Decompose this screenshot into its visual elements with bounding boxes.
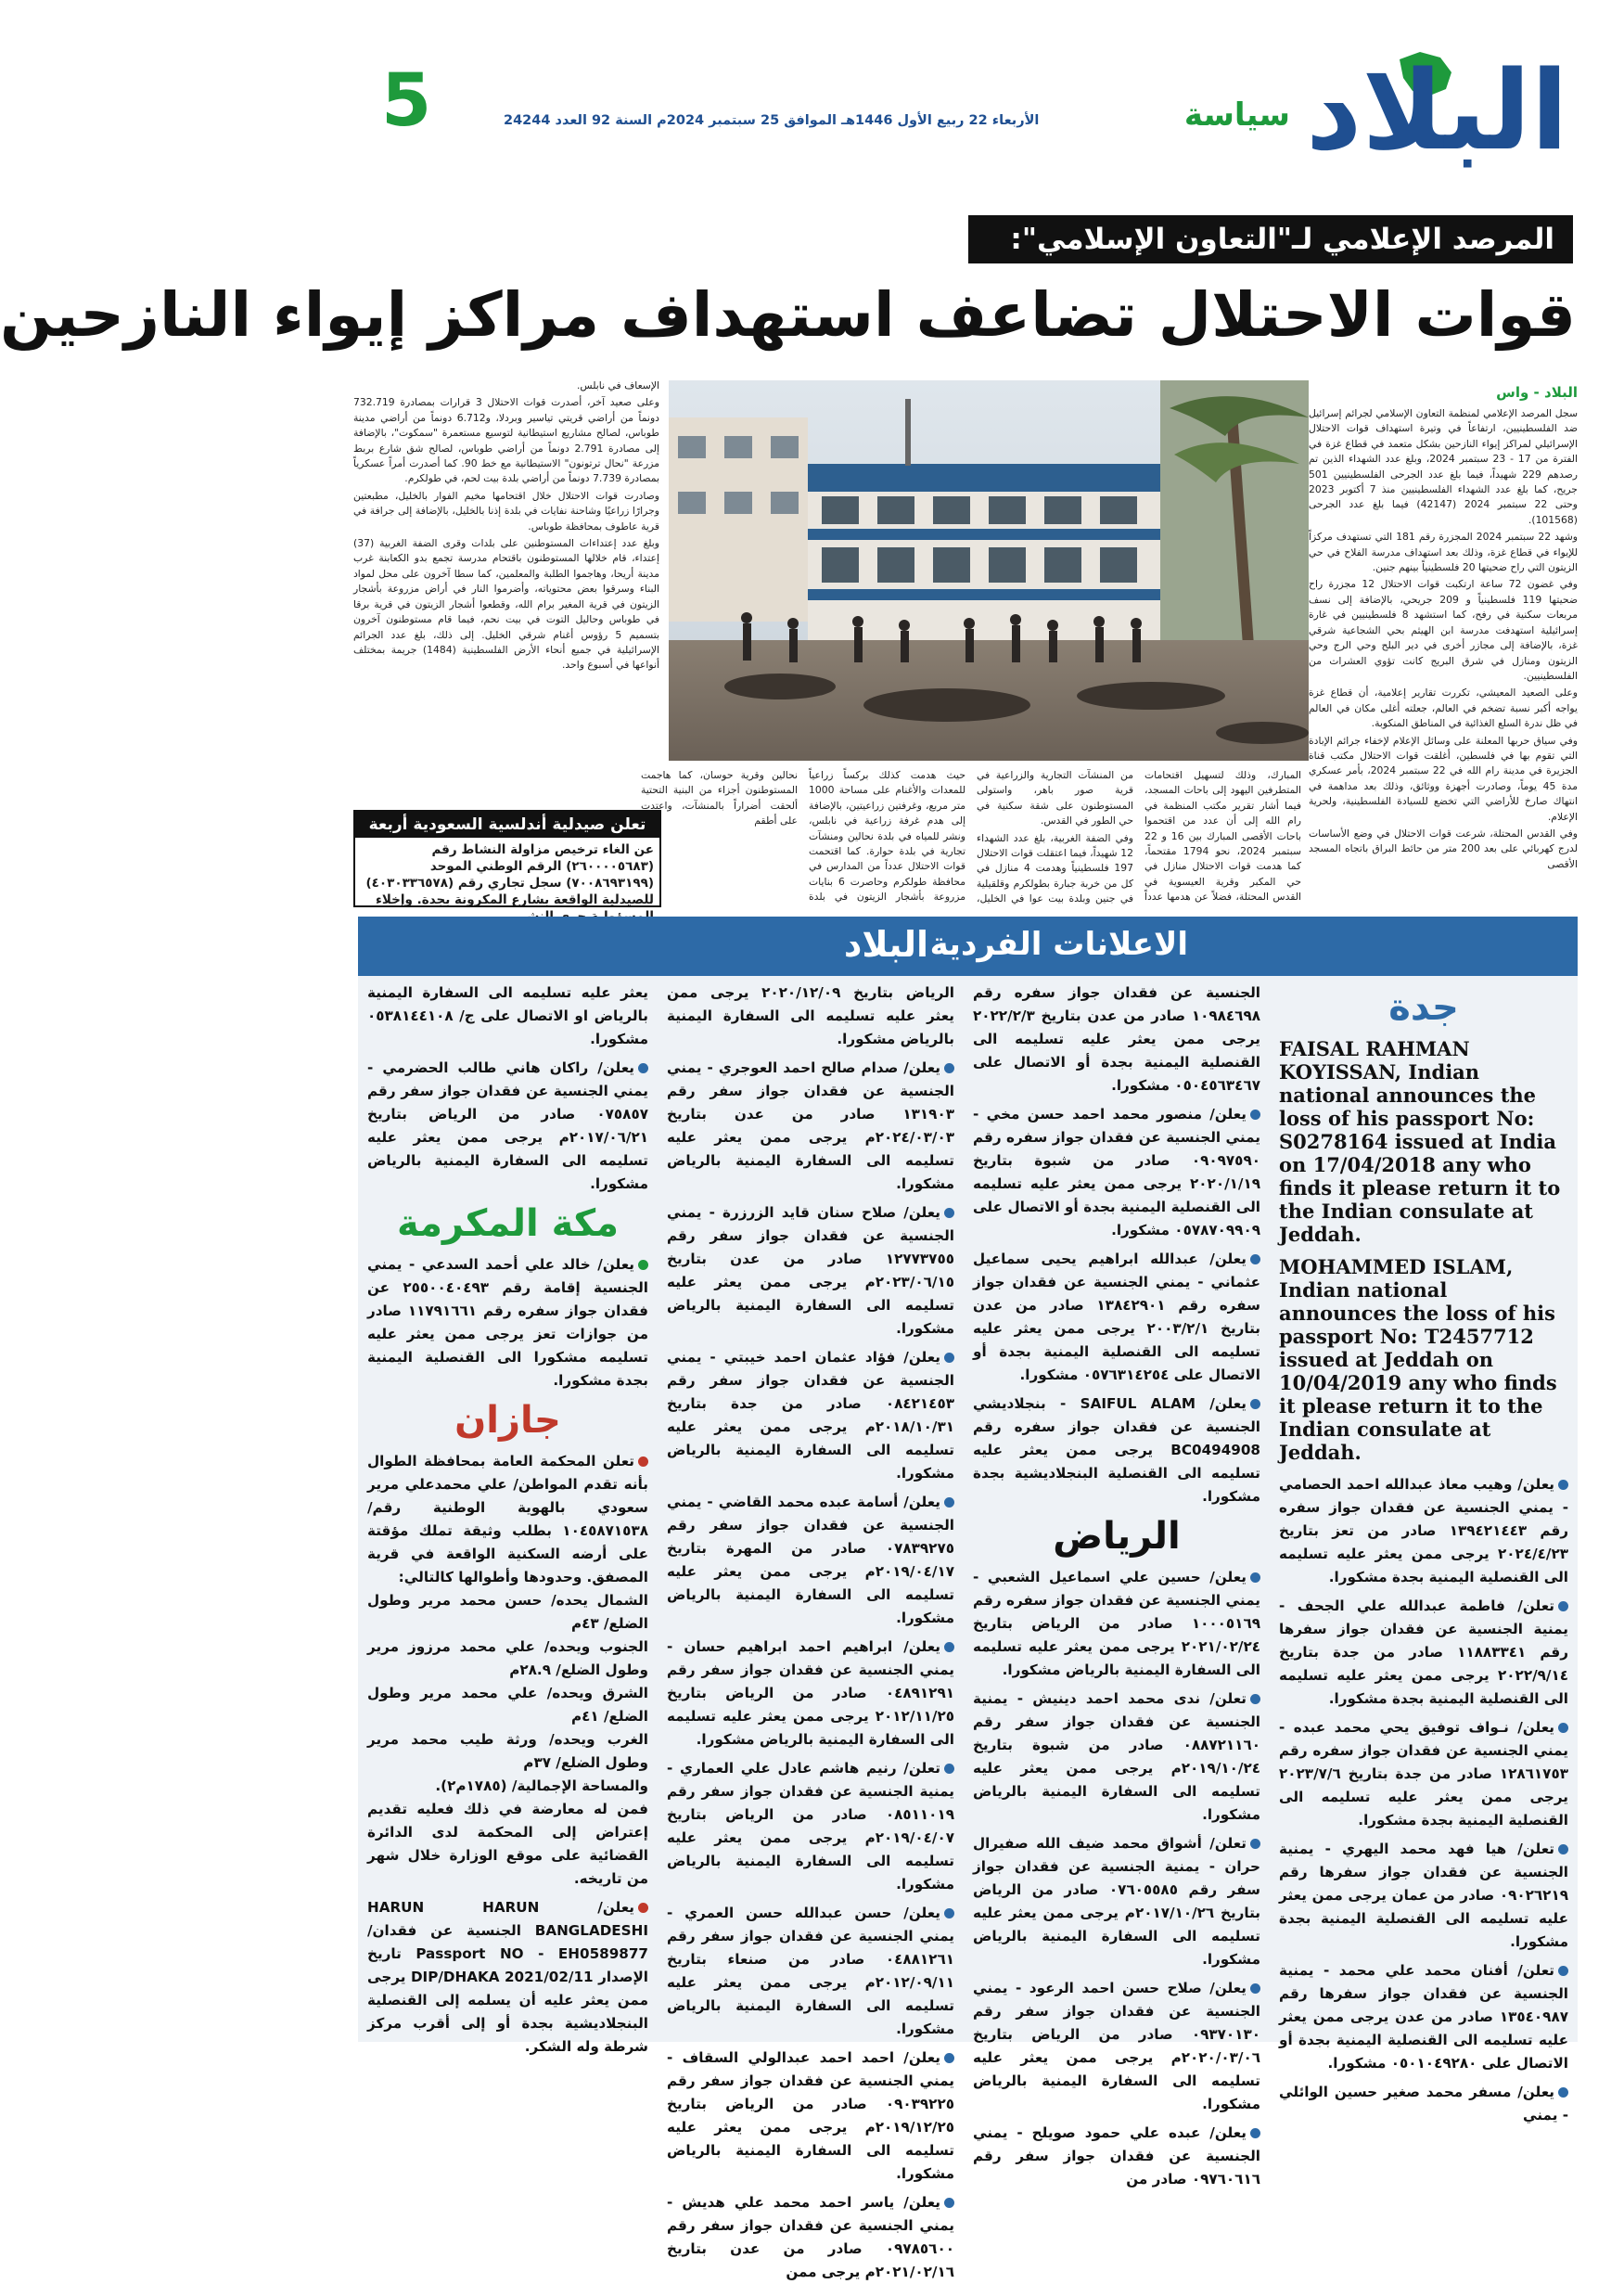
bullet-icon bbox=[1558, 1966, 1568, 1976]
classifieds-title: الاعلانات الفردية bbox=[929, 926, 1188, 963]
bullet-icon bbox=[944, 1497, 954, 1508]
bullet-icon bbox=[1250, 1110, 1260, 1120]
classified-ad: يعلن/ صلاح حسن احمد الرعود - يمني الجنسية عن فقدان جواز سفر رقم ٠٩٣٧٠١٣٠ صادر من الرياض بتاريخ ٢٠٢٠/٠٣/٠٦م يرجى ممن يعثر عليه تسليمه الى السفارة اليمنية بالرياض مشكورا. bbox=[973, 1980, 1260, 2112]
classified-ad: يعلن/ وهيب معاذ عبدالله احمد الحصامي - يمني الجنسية عن فقدان جواز سفره رقم ١٣٩٤٢١٤٤٣ صادر من تعز بتاريخ ٢٠٢٤/٤/٢٣ يرجى ممن يعثر عليه تسليمه الى القنصلية اليمنية بجدة مشكورا. bbox=[1279, 1476, 1569, 1585]
bullet-icon bbox=[1250, 2128, 1260, 2138]
paragraph: وعلى الصعيد المعيشي، تكررت تقارير إعلامية، أن قطاع غزة يواجه أكبر نسبة تضخم في العالم، جعلته أغلى مكان في العالم في ظل ندرة السلع الغذائية في المناطق المنكوبة. bbox=[1309, 686, 1578, 730]
classified-ad: تعلن/ رنيم هاشم عادل علي العماري - يمنية الجنسية عن فقدان جواز سفر رقم ٠٨٥١١٠١٩ صادر من الرياض بتاريخ ٢٠١٩/٠٤/٠٧م يرجى ممن يعثر عليه تسليمه الى السفارة اليمنية بالرياض مشكورا. bbox=[667, 1760, 954, 1893]
bullet-icon bbox=[1250, 1983, 1260, 1994]
bullet-icon bbox=[1250, 1839, 1260, 1849]
paragraph: وبلغ عدد إعتداءات المستوطنين على بلدات وقرى الضفة الغربية (37) إعتداء، قام خلالها المستوطنون باقتحام مدرسة تجمع بدو الكعابنة غرب مدينة أريحا، وهاجموا الطلبة والمعلمين، كما سطا آخرون على محل لمواد البناء وسرقوا بعض محتوياته، وأضرموا النار في أراض مزروعة بأشجار الزيتون في قرية المغير برام الله، وقطعوا أشجار الزيتون في قرية برقا في طوباس وحاليل التوت في بيت نحم، فيما قام مستوطنون آخرون بتسميم 5 رؤوس أغنام شرقي الخليل. إلى ذلك، بلغ عدد الجرائم الإسرائيلية في جميع أنحاء الأرض الفلسطينية (1484) جريمة بمختلف أنواعها في أسبوع واحد. bbox=[353, 537, 660, 672]
bullet-icon bbox=[1250, 1254, 1260, 1264]
classified-ad: يعلن/ عبدالله ابراهيم يحيى سماعيل عثماني - يمني الجنسية عن فقدان جواز سفره رقم ١٣٨٤٢٩٠١ صادر من عدن بتاريخ ٢٠٠٣/٢/١ يرجى ممن يعثر عليه تسليمه الى القنصلية اليمنية بجدة أو الاتصال على ٠٥٧٦٣١٤٢٥٤ مشكورا. bbox=[973, 1251, 1260, 1383]
bullet-icon bbox=[944, 1908, 954, 1918]
city-heading-riyadh: الرياض bbox=[1053, 1515, 1181, 1558]
classified-ad: تعلن/ ندى محمد احمد دينيش - يمنية الجنسية عن فقدان جواز سفر رقم ٠٨٨٧٢١١٦٠ صادر من شبوة بتاريخ ٢٠١٩/١٠/٢٤م يرجى ممن يعثر عليه تسليمه الى السفارة اليمنية بالرياض مشكورا. bbox=[973, 1690, 1260, 1823]
classified-ad: MOHAMMED ISLAM, Indian national announces the loss of his passport No: T2457712 issued at Jeddah on 10/04/2019 any who finds it please return it to the Indian consulate at Jeddah. bbox=[1279, 1255, 1557, 1464]
classified-ad: يعلن/ حسين علي اسماعيل الشعبي - يمني الجنسية عن فقدان جواز سفره رقم ١٠٠٠٥١٦٩ صادر من الرياض بتاريخ ٢٠٢١/٠٢/٢٤ يرجى ممن يعثر عليه تسليمه الى السفارة اليمنية بالرياض مشكورا. bbox=[973, 1569, 1260, 1678]
bullet-icon bbox=[1250, 1572, 1260, 1583]
bullet-icon bbox=[638, 1063, 648, 1073]
classifieds-column-4 bbox=[358, 976, 658, 2055]
bullet-icon bbox=[944, 1208, 954, 1218]
classifieds-header bbox=[358, 917, 1578, 976]
paragraph: سجل المرصد الإعلامي لمنظمة التعاون الإسلامي لجرائم إسرائيل ضد الفلسطينيين، ارتفاعاً في وتيرة استهداف قوات الاحتلال الإسرائيلي لمراكز إيواء النازحين بشكل متعمد في قطاع غزة في الفترة من 17 - 23 سبتمبر 2024، وبلغ عدد الشهداء الذين تم رصدهم 229 شهيداً، فيما بلغ عدد الجرحى الفلسطينيين 501 جريح، كما بلغ عدد الشهداء الفلسطينيين منذ 7 أكتوبر 2023 وحتى 22 سبتمبر 2024 (42147) فيما بلغ عدد الجرحى (101568). bbox=[1309, 407, 1578, 526]
paragraph: وشهد 22 سبتمبر 2024 المجزرة رقم 181 التي تستهدف مركزاً للإيواء في قطاع غزة، وذلك بعد استهداف مدرسة الفلاح في حي الزيتون التي راح ضحيتها 20 فلسطينياً بينهم جنين. bbox=[1309, 531, 1579, 574]
classified-ad: يعلن/ HARUN HARUN BANGLADESHI الجنسية عن فقدان/ Passport NO - EH0589877 تاريخ الإصدار DIP/DHAKA 2021/02/11 يرجى ممن يعثر عليه أن يسلمه إلى القنصلية البنجلاديشية بجدة أو إلى أقرب مركز شرطة وله الشكر. bbox=[367, 1899, 649, 2055]
paragraph: وفي غضون 72 ساعة ارتكبت قوات الاحتلال 12 مجزرة راح ضحيتها 119 فلسطينياً و 209 جريحي، بالإضافة إلى نسف مربعات سكنية في رفح، كما استشهد 8 فلسطينيين في غارة إسرائيلية استهدفت مدرسة ابن الهيثم بحي الشجاعية شرقي غزة، بالإضافة إلى مجازر أخرى في دير البلح وحي الرج وحي الزيتون ومنازل في شرق البريج كانت تؤوي العشرات من الفلسطينيين. bbox=[1309, 578, 1578, 682]
city-heading-jeddah: جدة bbox=[1388, 986, 1459, 1029]
classified-ad: يعلن/ مسفر محمد صغير حسين الوائلي - يمني bbox=[1279, 2084, 1568, 2124]
bullet-icon bbox=[944, 1642, 954, 1652]
paragraph: وعلى صعيد آخر، أصدرت قوات الاحتلال 3 قرارات بمصادرة 732.719 دونماً من أراضي قريتي تياسير وبردلا، و6.712 دونماً من أراضي مدينة طوباس، لصالح مشاريع استيطانية لتوسيع مستعمرة "سمكوت"، بالإضافة إلى مصادرة 2.791 دونماً من أراضي طوباس، لصالح شق شارع بربط مزرعة "نحال ترتونون" الاستيطانية مع خط 90. كما أصدرت أمراً عسكرياً بمصادرة 7.739 دونماً من أراضي بلدة بيت لحم، في طولكرم. bbox=[353, 396, 660, 485]
city-heading-makkah: مكة المكرمة bbox=[397, 1202, 619, 1245]
classified-ad: يعلن/ راكان هاني طالب الحضرمي - يمني الجنسية عن فقدان جواز سفر رقم ٠٧٥٨٥٧ صادر من الرياض بتاريخ ٢٠١٧/٠٦/٢١م يرجى ممن يعثر عليه تسليمه الى السفارة اليمنية بالرياض مشكورا. bbox=[367, 1059, 648, 1192]
classified-ad: FAISAL RAHMAN KOYISSAN, Indian national announces the loss of his passport No: S0278164 issued at India on 17/04/2018 any who finds it please return it to the Indian consulate at Jeddah. bbox=[1279, 1037, 1561, 1246]
news-photo bbox=[669, 380, 1309, 761]
article bbox=[353, 379, 1578, 907]
bullet-icon bbox=[944, 2053, 954, 2063]
bullet-icon bbox=[638, 1456, 648, 1467]
classified-ad: تعلن/ هيا فهد محمد اليهري - يمنية الجنسية عن فقدان جواز سفرها رقم ٠٩٠٢٦٢١٩ صادر من عمان يرجى ممن يعثر عليه تسليمه الى القنصلية اليمنية بجدة مشكورا. bbox=[1279, 1841, 1568, 1950]
date-line: الأربعاء 22 ربيع الأول 1446هـ الموافق 25 سبتمبر 2024م السنة 92 العدد 24244 bbox=[504, 113, 1040, 128]
classified-ad: الجنسية عن فقدان جواز سفره رقم ١٠٩٨٤٦٩٨ صادر من عدن بتاريخ ٢٠٢٢/٢/٣ يرجى ممن يعثر عليه تسليمه الى القنصلية اليمنية بجدة أو الاتصال على ٠٥٠٤٥٦٣٤٦٧ مشكورا. bbox=[973, 984, 1260, 1094]
classifieds-column-1 bbox=[1270, 976, 1578, 2124]
classified-ad: تعلن/ أفنان محمد علي محمد - يمنية الجنسية عن فقدان جواز سفرها رقم ١٣٥٤٠٩٨٧ صادر من عدن يرجى ممن يعثر عليه تسليمه الى القنصلية اليمنية بجدة أو الاتصال على ٠٥٠١٠٤٩٢٨٠ مشكورا. bbox=[1279, 1962, 1568, 2072]
bullet-icon bbox=[944, 1764, 954, 1774]
newspaper-logo: البلاد bbox=[1305, 46, 1568, 174]
bullet-icon bbox=[638, 1260, 648, 1270]
classifieds-column-3 bbox=[658, 976, 964, 2280]
city-heading-jazan: جازان bbox=[454, 1399, 561, 1442]
bullet-icon bbox=[944, 2198, 954, 2208]
classified-ad: يعلن/ فؤاد عثمان احمد خيبتي - يمني الجنسية عن فقدان جواز سفر رقم ٠٨٤٢١٤٥٣ صادر من جدة بتاريخ ٢٠١٨/١٠/٣١م يرجى ممن يعثر عليه تسليمه الى السفارة اليمنية بالرياض مشكورا. bbox=[667, 1349, 954, 1482]
classifieds-column-2 bbox=[964, 976, 1270, 2188]
classified-ad: يعلن/ حسن عبدالله حسن العمري - يمني الجنسية عن فقدان جواز سفر رقم ٠٤٨٨١٢٦١ صادر من صنعاء بتاريخ ٢٠١٢/٠٩/١١م يرجى ممن يعثر عليه تسليمه الى السفارة اليمنية بالرياض مشكورا. bbox=[667, 1905, 954, 2037]
bullet-icon bbox=[1250, 1694, 1260, 1704]
classifieds-logo: البلاد bbox=[843, 924, 928, 965]
paragraph: وفي القدس المحتلة، شرعت قوات الاحتلال في وضع الأساسات لدرج كهربائي على بعد 200 متر من حائط البراق باتجاه المسجد الأقصى bbox=[1309, 827, 1578, 870]
paragraph: الإسعاف في نابلس. bbox=[577, 379, 659, 391]
classified-ad: يعلن/ احمد احمد عبدالولي السقاف - يمني الجنسية عن فقدان جواز سفر رقم ٠٩٠٣٩٢٢٥ صادر من الرياض بتاريخ ٢٠١٩/١٢/٢٥م يرجى ممن يعثر عليه تسليمه الى السفارة اليمنية بالرياض مشكورا. bbox=[667, 2049, 954, 2182]
pharmacy-notice bbox=[353, 810, 661, 907]
paragraph: وفي سياق حربها المعلنة على وسائل الإعلام لإخفاء جرائم الإبادة التي تقوم بها في فلسطين، أغلقت قوات الاحتلال مكتب قناة الجزيرة في مدينة رام الله في 22 سبتمبر 2024، بأمر عسكري مدة 45 يوماً، وصادرت أجهزة ووثائق، وذلك بعد مداهمة في انتهاك صارخ للأراضي التي تخضع للسيادة الفلسطينية، ولحرية الإعلام. bbox=[1309, 734, 1578, 823]
pharmacy-notice-body: عن الغاء ترخيص مزاولة النشاط رقم (٢٦٠٠٠٠٥٦٨٣) الرقم الوطني الموحد (٧٠٠٨٦٩٣١٩٩) سجل تجاري رقم (٤٠٣٠٣٣٦٥٧٨) للصيدلية الواقعة بشارع المكرونة بجدة. وإخلاء bbox=[365, 842, 654, 907]
masthead bbox=[307, 0, 1624, 190]
court-notice: تعلن المحكمة العامة بمحافظة الطوال بأنه تقدم المواطن/ علي محمدعلي مرير سعودي بالهوية الوطنية رقم/ ١٠٤٥٨٧١٥٣٨ بطلب وثيقة تملك مؤقتة على أرضه السكنية الواقعة في قرية المصفق. وحدودها وأطوالها كالتالي: الشمال يحده/ حسن محمد مرير وطول الضلع/ ٤٣م الجنوب ويحده/ علي محمد مرزوز مرير وطول الضلع/ ٢٨.٩م الشرق ويحده/ علي محمد مرير وطول الضلع/ ٤١م الغرب ويحده/ ورثة طيب محمد مرير وطول الضلع/ ٣٧م والمساحة الإجمالية/ (١٧٨٥م٢). فمن له معارضة في ذلك فعليه تقديم إعتراض إلى المحكمة لدى الدائرة القضائية على موقع الوزارة خلال شهر من تاريخه. bbox=[367, 1453, 648, 1887]
classifieds-section bbox=[358, 917, 1578, 2280]
classified-ad: يعلن/ SAIFUL ALAM - بنجلاديشي الجنسية عن فقدان جواز سفره رقم BC0494908 يرجى ممن يعثر عليه تسليمه الى القنصلية البنجلاديشية بجدة مشكورا. bbox=[973, 1395, 1260, 1505]
classified-ad: يعلن/ أسامة عبده محمد القاضي - يمني الجنسية عن فقدان جواز سفر رقم ٠٧٨٣٩٢٧٥ صادر من المهرة بتاريخ ٢٠١٩/٠٤/١٧م يرجى ممن يعثر عليه تسليمه الى السفارة اليمنية بالرياض مشكورا. bbox=[667, 1494, 954, 1626]
bullet-icon bbox=[638, 1903, 648, 1913]
pharmacy-notice-title: تعلن صيدلية أندلسية السعودية أربعة bbox=[355, 812, 659, 838]
bullet-icon bbox=[944, 1063, 954, 1073]
paragraph: وفي الضفة الغربية، بلغ عدد الشهداء 12 شهيداً، فيما اعتقلت قوات الاحتلال 197 فلسطينياً وهدمت 4 منازل في كل من خربة جبارة بطولكرم وقلقيلية في جنين وبلدة بيت عوا في الخليل، حيث هدمت كذلك بركساً زراعياً للمعدات والأغنام على مساحة 1000 متر مربع، وغرفتين زراعيتين، بالإضافة إلى هدم غرفة زراعية في نابلس، ونشر للمياه في بلدة نحالين ومنشآت تجارية في بلدة حوارة. كما اقتحمت قوات الاحتلال عدداً من المدارس في محافظة طولكرم وحاصرت 6 بنايات مزروعة بأشجار الزيتون في بلدة نحالين وقرية حوسان، كما هاجمت المستوطنون أجزاء من البنية التحتية ألحقت أضراراً بالمنشآت، واعتدت على أطقم bbox=[641, 769, 1134, 905]
kicker: المرصد الإعلامي لـ"التعاون الإسلامي": bbox=[968, 215, 1573, 263]
classified-ad: يعلن/ ابراهيم احمد ابراهيم حسان - يمني الجنسية عن فقدان جواز سفر رقم ٠٤٨٩١٢٩١ صادر من الرياض بتاريخ ٢٠١٢/١١/٢٥ يرجى ممن يعثر عليه تسليمه الى السفارة اليمنية بالرياض مشكورا. bbox=[667, 1638, 954, 1748]
bullet-icon bbox=[1558, 1480, 1568, 1490]
classified-ad: يعلن/ خالد علي أحمد السدعي - يمني الجنسية إقامة رقم ٢٥٥٠٠٤٠٤٩٣ عن فقدان جواز سفره رقم ١١٧٩١٦٦١ صادر من جوازات تعز يرجى ممن يعثر عليه تسليمه مشكورا الى القنصلية اليمنية بجدة مشكورا. bbox=[367, 1256, 648, 1389]
classified-ad: يعثر عليه تسليمه الى السفارة اليمنية بالرياض او الاتصال على ج/ ٠٥٣٨١٤٤١٠٨ مشكورا. bbox=[367, 984, 648, 1047]
classified-ad: تعلن/ فاطمة عبدالله علي الجحف - يمنية الجنسية عن فقدان جواز سفرها رقم ١١٨٨٣٣٤١ صادر من جدة بتاريخ ٢٠٢٢/٩/١٤ يرجى ممن يعثر عليه تسليمه الى القنصلية اليمنية بجدة مشكورا. bbox=[1279, 1598, 1568, 1707]
classified-ad: يعلن/ نـواف توفيق يحي محمد عبده - يمني الجنسية عن فقدان جواز سفره رقم ١٢٨٦١٧٥٣ صادر من جدة بتاريخ ٢٠٢٣/٧/٦ يرجى ممن يعثر عليه تسليمه الى القنصلية اليمنية بجدة مشكورا. bbox=[1279, 1719, 1568, 1828]
classified-ad: يعلن/ صلاح سنان قايد الزرزرة - يمني الجنسية عن فقدان جواز سفر رقم ١٢٧٧٣٧٥٥ صادر من عدن بتاريخ ٢٠٢٣/٠٦/١٥م يرجى ممن يعثر عليه تسليمه الى السفارة اليمنية بالرياض مشكورا. bbox=[667, 1204, 954, 1337]
classified-ad: يعلن/ ياسر احمد محمد علي هديش - يمني الجنسية عن فقدان جواز سفر رقم ٠٩٧٨٥٦٠٠ صادر من عدن بتاريخ ٢٠٢١/٠٢/١٦م يرجى ممن bbox=[667, 2194, 954, 2280]
paragraph: وصادرت قوات الاحتلال خلال اقتحامها مخيم الفوار بالخليل، مطبعتين وجرارًا زراعيًا وشاحنة نفايات في بلدة إذنا بالخليل، بالإضافة إلى جرافة في قرية عاطوف بمحافظة طوباس. bbox=[353, 489, 659, 533]
page-number: 5 bbox=[381, 59, 432, 143]
byline: البلاد - واس bbox=[1496, 384, 1578, 401]
bullet-icon bbox=[1558, 1601, 1568, 1611]
bullet-icon bbox=[1558, 1723, 1568, 1733]
article-column-middle bbox=[641, 768, 1301, 907]
classified-ad: يعلن/ منصور محمد احمد حسن مخي - يمني الجنسية عن فقدان جواز سفره رقم ٠٩٠٩٧٥٩٠ صادر من شبوة بتاريخ ٢٠٢٠/١/١٩ يرجى ممن يعثر عليه تسليمه الى القنصلية اليمنية بجدة أو الاتصال على ٠٥٧٨٧٠٩٩٠٩ مشكورا. bbox=[973, 1106, 1260, 1238]
classified-ad: تعلن/ أشواق محمد ضيف الله صفيرال حران - يمنية الجنسية عن فقدان جواز سفر رقم ٠٧٦٠٥٥٨٥ صادر من الرياض بتاريخ ٢٠١٧/١٠/٢٦م يرجى ممن يعثر عليه تسليمه الى السفارة اليمنية بالرياض مشكورا. bbox=[973, 1835, 1260, 1968]
bullet-icon bbox=[1250, 1399, 1260, 1409]
article-column-left bbox=[353, 379, 659, 801]
classified-ad: الرياض بتاريخ ٢٠٢٠/١٢/٠٩ يرجى ممن يعثر عليه تسليمه الى السفارة اليمنية بالرياض مشكورا. bbox=[667, 984, 954, 1047]
paragraph: المبارك، وذلك لتسهيل اقتحامات المتطرفين اليهود إلى باحات المسجد، فيما أشار تقرير مكتب المنظمة في رام الله إلى أن عدد من اقتحموا باحات الأقصى المبارك بين 16 و 22 سبتمبر 2024، نحو 1794 مقتحماً، كما هدمت قوات الاحتلال منازل في حي المكبر وقرية العيسوية في القدس المحتلة، فضلاً عن هدمها عدداً من المنشآت التجارية والزراعية في قرية صور باهر، واستولى المستوطنون على شقة سكنية في حي الطور في القدس. bbox=[977, 769, 1301, 904]
classified-ad: يعلن/ صدام صالح احمد العوجري - يمني الجنسية عن فقدان جواز سفر رقم ١٣١٩٠٣ صادر من عدن بتاريخ ٢٠٢٤/٠٣/٠٣م يرجى ممن يعثر عليه تسليمه الى السفارة اليمنية بالرياض مشكورا. bbox=[667, 1059, 954, 1192]
article-column-right bbox=[1309, 406, 1578, 907]
bullet-icon bbox=[1558, 1844, 1568, 1854]
headline: قوات الاحتلال تضاعف استهداف مراكز إيواء النازحين bbox=[0, 279, 1576, 351]
school-shelter-photo bbox=[669, 380, 1309, 761]
bullet-icon bbox=[1558, 2087, 1568, 2098]
classified-ad: يعلن/ عبده علي حمود صويلح - يمني الجنسية عن فقدان جواز سفر رقم ٠٩٧٦٠٦١٦ صادر من bbox=[973, 2124, 1260, 2188]
section-name: سياسة bbox=[1183, 96, 1290, 134]
bullet-icon bbox=[944, 1353, 954, 1363]
